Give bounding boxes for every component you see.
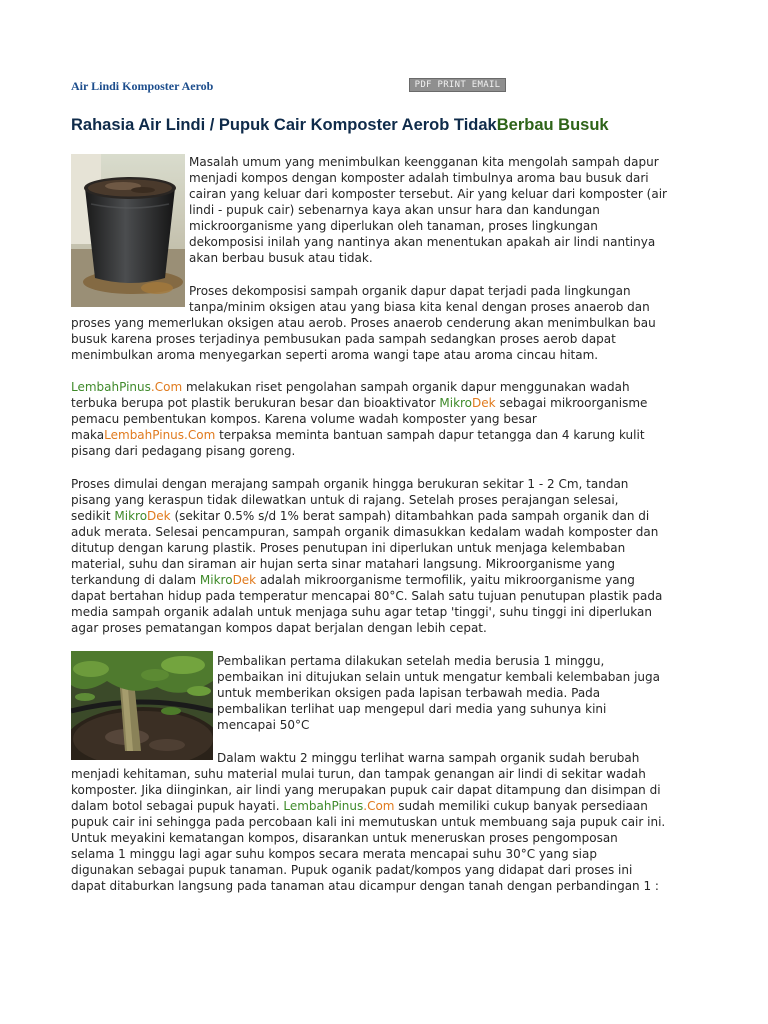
- mikrodek-link-dek[interactable]: Dek: [472, 396, 496, 410]
- p2-line-5: menimbulkan aroma menyegarkan seperti aroma wangi tape atau aroma cincau hitam.: [71, 348, 599, 362]
- p3-line-4: [71, 427, 645, 443]
- p5-line-1: Pembalikan pertama dilakukan setelah media berusia 1 minggu,: [217, 654, 605, 668]
- p5-line-2: pembaikan ini ditujukan selain untuk mengatur kembali kelembaban juga: [217, 670, 661, 684]
- p4-line-3: [71, 508, 649, 524]
- p3-line-4-text: maka: [71, 428, 105, 442]
- mikrodek-link-2-dek[interactable]: Dek: [147, 509, 171, 523]
- p3-line-1: [71, 379, 630, 395]
- p6-line-3: komposter. Jika diinginkan, air lindi yang merupakan pupuk cair dapat ditampung dan disimpan di: [71, 783, 661, 797]
- p4-line-9: media sampah organik adalah untuk menjaga suhu agar tetap 'tinggi', suhu tinggi ini diperlukan: [71, 605, 652, 619]
- p4-line-4: aduk merata. Selesai pencampuran, sampah organik dimasukkan kedalam wadah komposter dan: [71, 525, 659, 539]
- lembahpinus-link[interactable]: LembahPinus: [71, 380, 151, 394]
- p4-line-7: [71, 572, 635, 588]
- mikrodek-link-3[interactable]: Mikro: [199, 573, 233, 587]
- mikrodek-link-3-dek[interactable]: Dek: [232, 573, 257, 587]
- p6-line-4-text: dalam botol sebagai pupuk hayati.: [71, 799, 284, 813]
- p6-line-5: pupuk cair ini sehingga pada percobaan kali ini memutuskan untuk membuang saja pupuk cair ini.: [71, 815, 666, 829]
- p2-line-2: tanpa/minim oksigen atau yang biasa kita kenal dengan proses anaerob dan: [189, 300, 650, 314]
- p1-line-3: cairan yang keluar dari komposter tersebut. Air yang keluar dari komposter (air: [189, 187, 667, 201]
- p1-line-7: akan berbau busuk atau tidak.: [189, 251, 373, 265]
- p1-line-5: mickroorganisme yang diperlukan oleh tanaman, proses lingkungan: [189, 219, 598, 233]
- lembahpinus-link-3[interactable]: LembahPinus: [283, 799, 364, 813]
- title-main: Rahasia Air Lindi / Pupuk Cair Komposter Aerob Tidak: [71, 116, 497, 134]
- p6-line-2: menjadi kehitaman, suhu material mulai turun, dan tampak genangan air lindi di sekitar wadah: [71, 767, 646, 781]
- p2-line-1: Proses dekomposisi sampah organik dapur dapat terjadi pada lingkungan: [189, 284, 631, 298]
- p6-line-4: [71, 798, 648, 814]
- compost-pot-image: [71, 154, 185, 307]
- plant-pot-image: [71, 651, 213, 760]
- p3-line-2: [71, 395, 647, 411]
- p1-line-2: menjadi kompos dengan komposter adalah timbulnya aroma bau busuk dari: [189, 171, 649, 185]
- p2-line-3: proses yang memerlukan oksigen atau aerob. Proses anaerob cenderung akan menimbulkan bau: [71, 316, 656, 330]
- p4-line-7-text: terkandung di dalam: [71, 573, 200, 587]
- p3-line-3: pemacu pembentukan kompos. Karena volume wadah komposter yang besar: [71, 412, 537, 426]
- mikrodek-link[interactable]: Mikro: [439, 396, 473, 410]
- p1-line-6: dekomposisi inilah yang nantinya akan menentukan apakah air lindi nantinya: [189, 235, 656, 249]
- p1-line-1: Masalah umum yang menimbulkan keengganan kita mengolah sampah dapur: [189, 155, 659, 169]
- p4-line-8: dapat bertahan hidup pada temperatur mencapai 80°C. Salah satu tujuan penutupan plastik pada: [71, 589, 663, 603]
- breadcrumb[interactable]: Air Lindi Komposter Aerob: [71, 79, 214, 93]
- p3-line-4-text-b: terpaksa meminta bantuan sampah dapur tetangga dan 4 karung kulit: [215, 428, 645, 442]
- p3-line-2-text: terbuka berupa pot plastik berukuran besar dan bioaktivator: [71, 396, 440, 410]
- p5-line-4: pembalikan terlihat uap mengepul dari media yang suhunya kini: [217, 702, 607, 716]
- p3-line-5: pisang dari pedagang pisang goreng.: [71, 444, 296, 458]
- p1-line-4: lindi - pupuk cair) sebenarnya kaya akan unsur hara dan kandungan: [189, 203, 600, 217]
- p6-line-6: Untuk meyakini kematangan kompos, disarankan untuk meneruskan proses pengomposan: [71, 831, 618, 845]
- article-title: [71, 116, 609, 135]
- p4-line-5: ditutup dengan karung plastik. Proses penutupan ini diperlukan untuk menjaga kelembaban: [71, 541, 626, 555]
- lembahpinus-link-2[interactable]: LembahPinus: [104, 428, 185, 442]
- lembahpinus-link-com[interactable]: .Com: [150, 380, 183, 394]
- p4-line-2: pisang yang keraspun tidak dilewatkan untuk di rajang. Setelah proses perajangan selesai,: [71, 493, 619, 507]
- lembahpinus-link-3-com[interactable]: .Com: [363, 799, 395, 813]
- p5-line-5: mencapai 50°C: [217, 718, 310, 732]
- p4-line-3-text-b: (sekitar 0.5% s/d 1% berat sampah) ditambahkan pada sampah organik dan di: [170, 509, 650, 523]
- p4-line-1: Proses dimulai dengan merajang sampah organik hingga berukuran sekitar 1 - 2 Cm, tandan: [71, 477, 629, 491]
- p2-line-4: busuk karena proses terjadinya pembusukan pada sampah sedangkan proses aerob dapat: [71, 332, 616, 346]
- p4-line-3-text: sedikit: [71, 509, 115, 523]
- lembahpinus-link-2-com[interactable]: .Com: [184, 428, 216, 442]
- p3-line-1-text: melakukan riset pengolahan sampah organik dapur menggunakan wadah: [182, 380, 630, 394]
- p6-line-7: selama 1 minggu lagi agar suhu kompos secara merata mencapai suhu 30°C yang siap: [71, 847, 597, 861]
- plant-pot-photo: [71, 651, 213, 760]
- p5-line-3: untuk memberikan oksigen pada lapisan terbawah media. Pada: [217, 686, 601, 700]
- p4-line-7-text-b: adalah mikroorganisme termofilik, yaitu mikroorganisme yang: [256, 573, 635, 587]
- p4-line-10: agar proses pematangan kompos dapat berjalan dengan lebih cepat.: [71, 621, 487, 635]
- p6-line-9: dapat ditaburkan langsung pada tanaman atau dicampur dengan tanah dengan perbandingan 1 :: [71, 879, 659, 893]
- p6-line-8: digunakan sebagai pupuk tanaman. Pupuk oganik padat/kompos yang didapat dari proses ini: [71, 863, 633, 877]
- p6-line-1: Dalam waktu 2 minggu terlihat warna sampah organik sudah berubah: [217, 751, 640, 765]
- title-green: Berbau Busuk: [496, 116, 609, 134]
- p4-line-6: material, suhu dan siraman air hujan serta sinar matahari langsung. Mikroorganisme yang: [71, 557, 616, 571]
- mikrodek-link-2[interactable]: Mikro: [114, 509, 148, 523]
- compost-pot-photo: [71, 154, 185, 307]
- pdf-print-email-icons[interactable]: PDF PRINT EMAIL: [409, 78, 506, 92]
- p3-line-2-text-b: sebagai mikroorganisme: [495, 396, 648, 410]
- p6-line-4-text-b: sudah memiliki cukup banyak persediaan: [394, 799, 648, 813]
